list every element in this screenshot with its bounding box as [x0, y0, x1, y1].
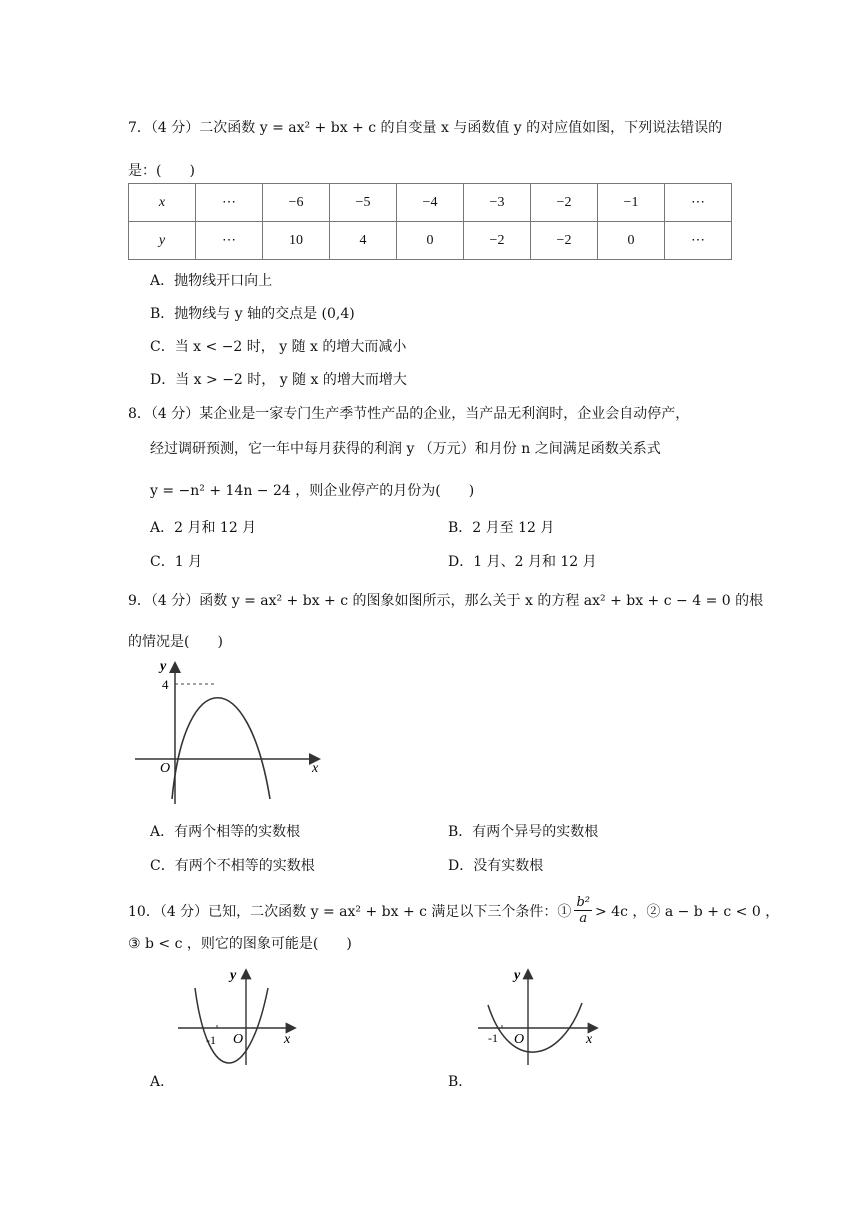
table-cell: ⋯ — [665, 222, 732, 260]
parabola-curve — [172, 698, 270, 799]
table-row-x — [129, 184, 732, 222]
origin-label: O — [160, 761, 171, 776]
q7-option-c[interactable]: C．当 x < −2 时， y 随 x 的增大而减小 — [150, 339, 407, 355]
q8-stem-line2: 经过调研预测，它一年中每月获得的利润 y （万元）和月份 n 之间满足函数关系式 — [150, 441, 661, 457]
q10-fraction — [574, 895, 592, 926]
table-cell: 0 — [598, 222, 665, 260]
q10-graph-a — [170, 963, 305, 1068]
origin-label: O — [233, 1032, 244, 1047]
table-row-y — [129, 222, 732, 260]
table-cell: 0 — [397, 222, 464, 260]
q7-option-a[interactable]: A．抛物线开口向上 — [150, 273, 273, 289]
table-cell: ⋯ — [196, 222, 263, 260]
y-axis-label: y — [514, 968, 521, 983]
parabola-curve — [195, 988, 268, 1063]
fraction-denominator: a — [579, 911, 588, 926]
q8-stem-line3: y = −n² + 14n − 24 ，则企业停产的月份为( ) — [150, 483, 475, 499]
q10-option-a[interactable]: A． — [150, 1074, 175, 1090]
q8-option-b[interactable]: B．2 月至 12 月 — [448, 520, 555, 536]
fraction-numerator: b² — [576, 895, 590, 910]
x-axis-label: x — [284, 1032, 291, 1047]
q10-graph-b — [470, 963, 605, 1068]
q9-stem-line1: 9．（4 分）函数 y = ax² + bx + c 的图象如图所示，那么关于 x 的方程 ax² + bx + c − 4 = 0 的根 — [128, 593, 764, 609]
q7-stem-line1: 7．（4 分）二次函数 y = ax² + bx + c 的自变量 x 与函数值 y 的对应值如图，下列说法错误的 — [128, 120, 723, 136]
q7-value-table — [128, 183, 732, 260]
q10-stem-line1 — [128, 895, 779, 926]
max-label: 4 — [162, 677, 169, 692]
table-cell: 10 — [263, 222, 330, 260]
q10-stem-text-b: > 4c ，② a − b + c < 0 ， — [594, 903, 780, 920]
q7-option-d[interactable]: D．当 x > −2 时， y 随 x 的增大而增大 — [150, 372, 407, 388]
q9-option-b[interactable]: B．有两个异号的实数根 — [448, 824, 599, 840]
q8-option-d[interactable]: D．1 月、2 月和 12 月 — [448, 554, 597, 570]
x-axis-label: x — [312, 761, 319, 776]
q8-option-c[interactable]: C．1 月 — [150, 554, 203, 570]
q7-stem-line2: 是：( ) — [128, 163, 195, 179]
q9-stem-line2: 的情况是( ) — [128, 634, 223, 650]
table-cell: ⋯ — [665, 184, 732, 222]
table-cell: −2 — [531, 222, 598, 260]
q9-option-d[interactable]: D．没有实数根 — [448, 858, 544, 874]
table-cell: −4 — [397, 184, 464, 222]
q10-option-b[interactable]: B． — [448, 1074, 473, 1090]
table-cell: −3 — [464, 184, 531, 222]
table-header-x: x — [129, 184, 196, 222]
q9-option-a[interactable]: A．有两个相等的实数根 — [150, 824, 301, 840]
tick-label: -1 — [488, 1031, 498, 1045]
q8-stem-line1: 8．（4 分）某企业是一家专门生产季节性产品的企业，当产品无利润时，企业会自动停产， — [128, 406, 690, 422]
y-axis-label: y — [160, 659, 167, 674]
tick-label: -1 — [206, 1033, 216, 1047]
q10-stem-line2: ③ b < c ，则它的图象可能是( ) — [128, 936, 352, 952]
q9-parabola-graph — [130, 654, 330, 809]
table-cell: −1 — [598, 184, 665, 222]
q9-option-c[interactable]: C．有两个不相等的实数根 — [150, 858, 315, 874]
q8-option-a[interactable]: A．2 月和 12 月 — [150, 520, 257, 536]
q7-option-b[interactable]: B．抛物线与 y 轴的交点是 (0,4) — [150, 306, 355, 322]
table-cell: 4 — [330, 222, 397, 260]
y-axis-label: y — [230, 968, 237, 983]
origin-label: O — [514, 1032, 525, 1047]
table-cell: −6 — [263, 184, 330, 222]
table-cell: −5 — [330, 184, 397, 222]
table-header-y: y — [129, 222, 196, 260]
table-cell: −2 — [531, 184, 598, 222]
x-axis-label: x — [586, 1032, 593, 1047]
table-cell: −2 — [464, 222, 531, 260]
table-cell: ⋯ — [196, 184, 263, 222]
q10-stem-text-a: 10．（4 分）已知，二次函数 y = ax² + bx + c 满足以下三个条件：① — [128, 903, 572, 920]
